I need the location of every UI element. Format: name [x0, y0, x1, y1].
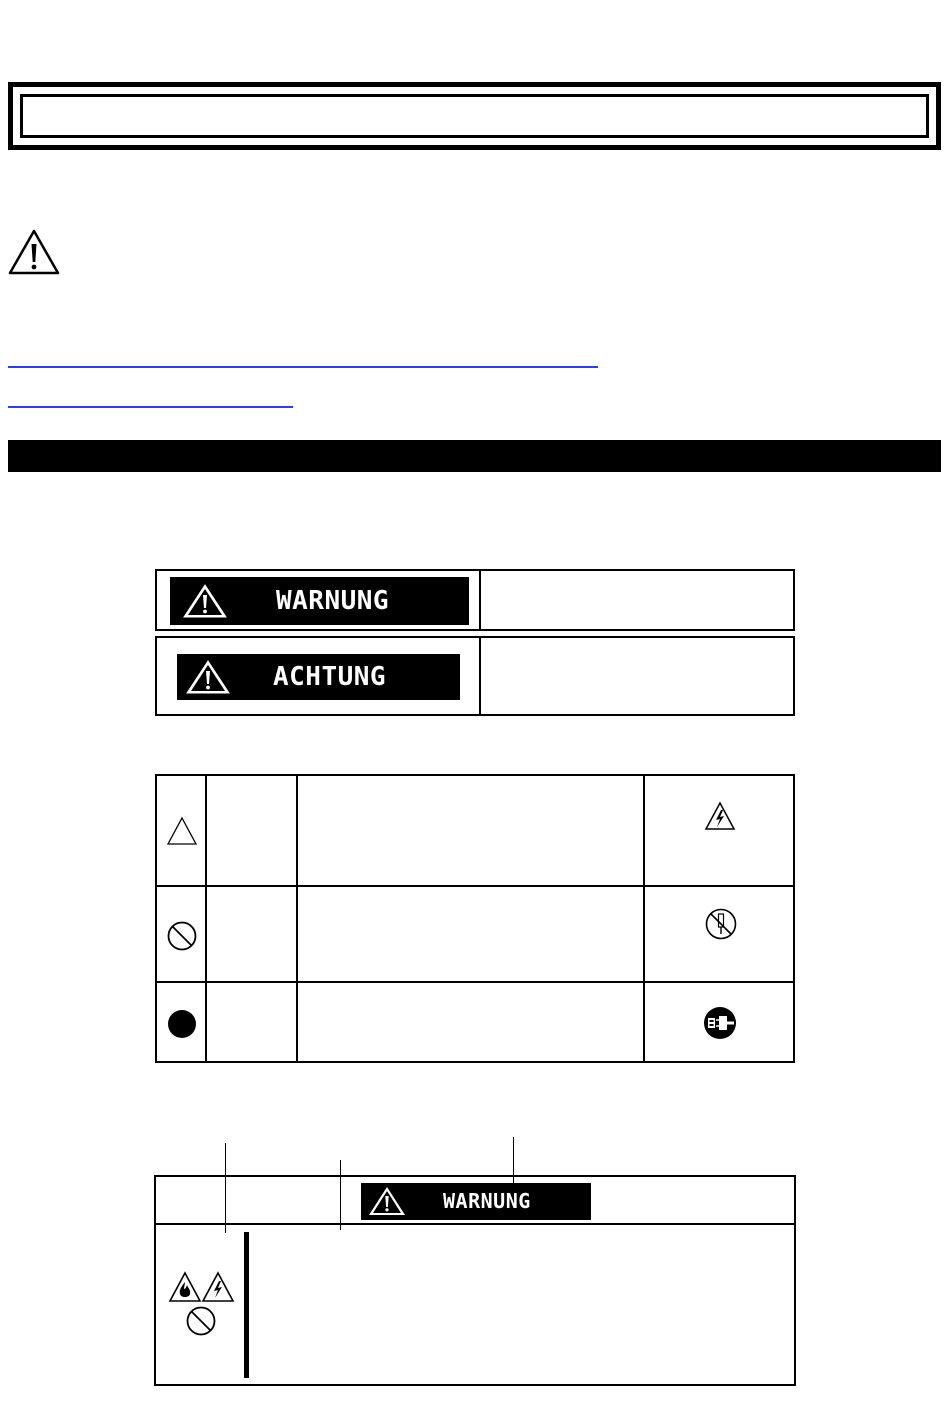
page-title-box: [20, 94, 929, 138]
warning-label: WARNUNG: [276, 586, 390, 616]
electric-shock-warning-icon: [201, 1271, 235, 1303]
fire-warning-icon: [168, 1271, 202, 1303]
caution-label: ACHTUNG: [273, 662, 387, 692]
prohibition-circle-icon: [185, 1305, 217, 1337]
example-warning-label-plate: [361, 1183, 591, 1220]
section-header-bar: [8, 440, 941, 472]
warning-label-plate: [170, 577, 469, 625]
caution-label-plate: [177, 654, 460, 700]
prohibition-circle-icon: [166, 919, 198, 953]
signal-word-caution-row: [155, 636, 795, 716]
link-underline-2[interactable]: [8, 406, 293, 408]
electric-shock-warning-icon: [704, 801, 736, 831]
unplug-power-icon: [702, 1006, 738, 1040]
caution-triangle-icon: [185, 659, 231, 695]
example-warning-label: WARNUNG: [443, 1189, 531, 1213]
title-frame: [8, 82, 941, 150]
symbol-table: [155, 774, 795, 1063]
filled-circle-icon: [166, 1008, 198, 1040]
warning-triangle-icon: [8, 228, 60, 276]
signal-word-warning-row: [155, 569, 795, 631]
example-warning-box: [154, 1175, 796, 1386]
warning-triangle-icon: [182, 583, 228, 619]
link-underline-1[interactable]: [8, 366, 598, 368]
example-warning-triangle-icon: [367, 1186, 407, 1217]
do-not-disassemble-icon: [704, 907, 738, 941]
triangle-outline-icon: [166, 816, 198, 846]
example-text-marker-bar: [244, 1232, 249, 1378]
